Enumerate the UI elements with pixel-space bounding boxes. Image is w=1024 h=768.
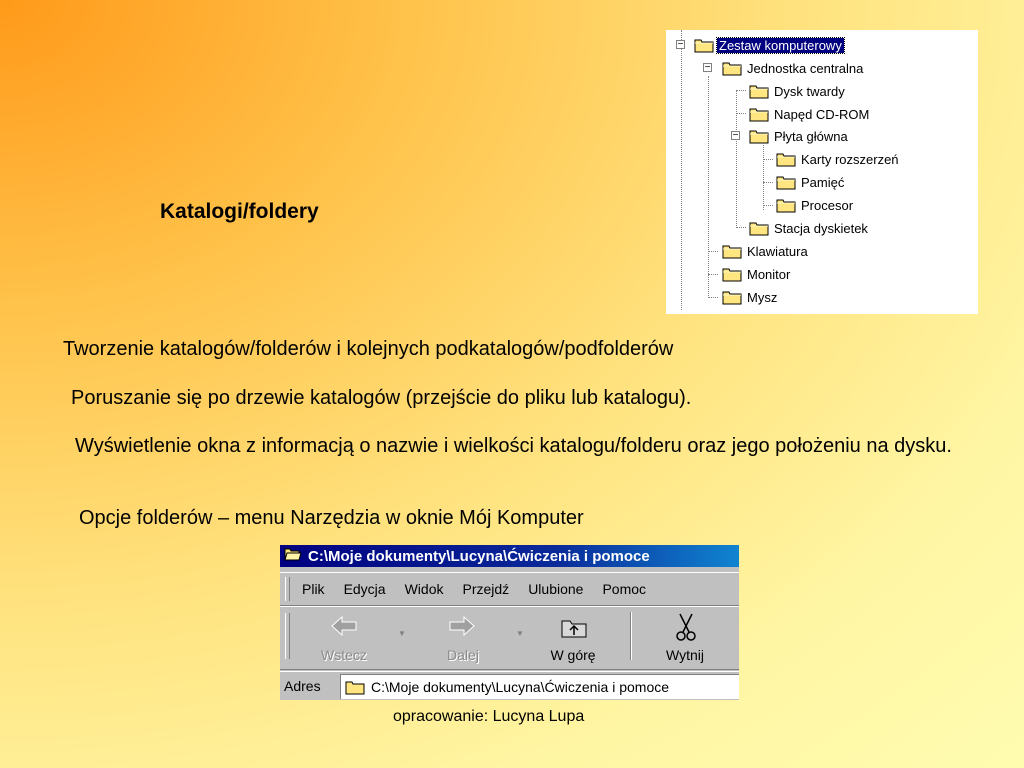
folder-icon (776, 152, 796, 167)
tree-item-label: Jednostka centralna (747, 60, 864, 76)
slide-title: Katalogi/foldery (160, 200, 319, 223)
address-bar (280, 671, 739, 700)
folder-icon (722, 244, 742, 259)
folder-icon (776, 175, 796, 190)
scissors-icon (674, 612, 698, 645)
folder-icon (345, 680, 365, 695)
back-button[interactable] (306, 607, 382, 667)
tree-connector (763, 182, 773, 183)
tree-item-label: Stacja dyskietek (774, 220, 868, 236)
tree-item-label: Klawiatura (747, 243, 808, 259)
explorer-window (280, 545, 739, 700)
tree-item-dysk-twardy[interactable] (749, 82, 847, 100)
folder-icon (749, 221, 769, 236)
bullet-folder-options: Opcje folderów – menu Narzędzia w oknie Mój Komputer (79, 507, 584, 529)
forward-dropdown-icon[interactable]: ▼ (516, 629, 524, 638)
folder-icon (749, 84, 769, 99)
folder-tree (666, 30, 978, 314)
window-titlebar[interactable] (280, 545, 739, 567)
folder-icon (749, 107, 769, 122)
menu-widok[interactable]: Widok (404, 581, 444, 597)
menu-pomoc[interactable]: Pomoc (602, 581, 647, 597)
tree-connector (736, 90, 737, 226)
collapse-toggle[interactable]: − (732, 130, 739, 141)
folder-icon (722, 61, 742, 76)
back-arrow-icon (330, 615, 358, 640)
tree-connector (708, 76, 709, 298)
tree-item-monitor[interactable] (722, 265, 792, 283)
forward-button[interactable] (430, 607, 496, 667)
up-folder-icon (560, 617, 588, 642)
menu-bar (280, 572, 739, 606)
forward-arrow-icon (448, 615, 476, 640)
tree-item-label: Procesor (801, 197, 854, 213)
tree-connector (681, 30, 682, 310)
folder-open-icon (284, 547, 302, 565)
tree-item-label: Napęd CD-ROM (774, 106, 870, 122)
collapse-toggle[interactable]: − (677, 39, 684, 50)
tree-item-label: Karty rozszerzeń (801, 151, 899, 167)
forward-label: Dalej (447, 647, 479, 663)
tree-item-jednostka-centralna[interactable] (722, 59, 865, 77)
folder-icon (694, 38, 714, 53)
up-label: W górę (550, 647, 596, 663)
tree-item-label: Zestaw komputerowy (719, 37, 842, 53)
address-label: Adres (284, 678, 321, 694)
tree-connector (736, 113, 746, 114)
tree-item-stacja-dyskietek[interactable] (749, 219, 870, 237)
tree-connector (736, 90, 746, 91)
bullet-create-folders: Tworzenie katalogów/folderów i kolejnych podkatalogów/podfolderów (63, 338, 674, 360)
tree-item-label: Dysk twardy (774, 83, 845, 99)
back-dropdown-icon[interactable]: ▼ (398, 629, 406, 638)
bullet-navigate-tree: Poruszanie się po drzewie katalogów (przejście do pliku lub katalogu). (71, 387, 692, 409)
tree-connector (736, 227, 746, 228)
tree-connector (708, 297, 718, 298)
folder-icon (749, 129, 769, 144)
tree-item-plyta-glowna[interactable] (749, 127, 850, 145)
window-title: C:\Moje dokumenty\Lucyna\Ćwiczenia i pomoce (308, 547, 650, 565)
folder-icon (722, 267, 742, 282)
menu-plik[interactable]: Plik (302, 581, 325, 597)
folder-icon (722, 290, 742, 305)
tree-item-procesor[interactable] (776, 196, 855, 214)
tree-item-pamiec[interactable] (776, 173, 846, 191)
menu-grip[interactable] (285, 577, 290, 601)
menu-edycja[interactable]: Edycja (343, 581, 386, 597)
tree-item-karty-rozszerzen[interactable] (776, 150, 901, 168)
toolbar-separator (630, 612, 632, 660)
tree-item-klawiatura[interactable] (722, 242, 810, 260)
address-value: C:\Moje dokumenty\Lucyna\Ćwiczenia i pomoce (371, 679, 670, 695)
tree-connector (763, 205, 773, 206)
folder-icon (776, 198, 796, 213)
tree-connector (763, 145, 764, 210)
collapse-toggle[interactable]: − (704, 62, 711, 73)
menu-przejdz[interactable]: Przejdź (462, 581, 510, 597)
tree-item-label: Mysz (747, 289, 778, 305)
address-field[interactable] (340, 674, 739, 699)
tree-item-label: Pamięć (801, 174, 845, 190)
back-label: Wstecz (321, 647, 367, 663)
cut-button[interactable] (652, 607, 718, 667)
toolbar-grip[interactable] (285, 613, 290, 659)
credit: opracowanie: Lucyna Lupa (393, 708, 585, 725)
tree-item-mysz[interactable] (722, 288, 779, 306)
tree-item-zestaw-komputerowy[interactable] (694, 36, 844, 54)
up-button[interactable] (540, 607, 606, 667)
menu-ulubione[interactable]: Ulubione (528, 581, 584, 597)
toolbar (280, 606, 739, 670)
tree-item-label: Płyta główna (774, 128, 848, 144)
tree-item-label: Monitor (747, 266, 791, 282)
cut-label: Wytnij (666, 647, 704, 663)
tree-item-naped-cd-rom[interactable] (749, 105, 871, 123)
tree-connector (708, 251, 718, 252)
tree-connector (763, 159, 773, 160)
tree-connector (708, 274, 718, 275)
bullet-folder-info: Wyświetlenie okna z informacją o nazwie i wielkości katalogu/folderu oraz jego położeniu na dysku. (75, 435, 952, 457)
